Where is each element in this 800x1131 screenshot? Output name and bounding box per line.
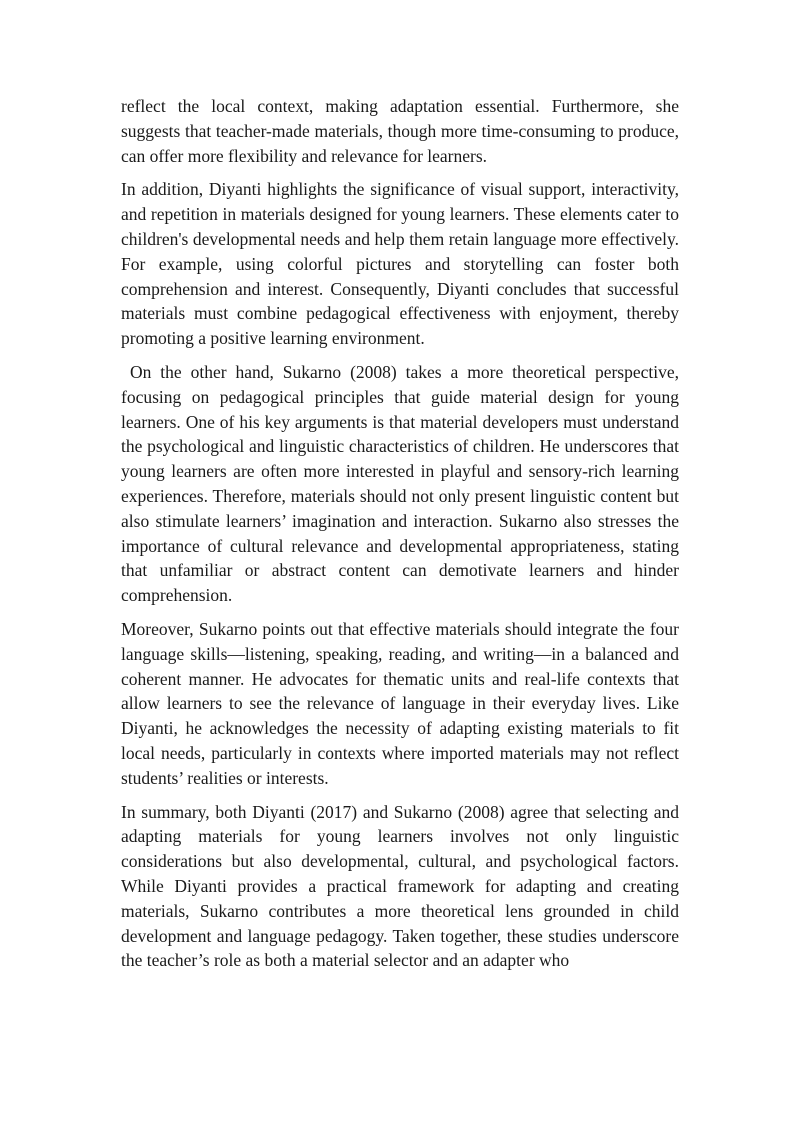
paragraph-4: Moreover, Sukarno points out that effective materials should integrate the four language skills—listening, speaking, reading, and writing—in a balanced and coherent manner. He advocates for thematic units and real-life contexts that allow learners to see the relevance of language in their everyday lives. Like Diyanti, he acknowledges the necessity of adapting existing materials to fit local needs, particularly in contexts where imported materials may not reflect students’ realities or interests. [121, 618, 679, 788]
paragraph-3: On the other hand, Sukarno (2008) takes a more theoretical perspective, focusing on pedagogical principles that guide material design for young learners. One of his key arguments is that material developers must understand the psychological and linguistic characteristics of children. He underscores that young learners are often more interested in playful and sensory-rich learning experiences. Therefore, materials should not only present linguistic content but also stimulate learners’ imagination and interaction. Sukarno also stresses the importance of cultural relevance and developmental appropriateness, stating that unfamiliar or abstract content can demotivate learners and hinder comprehension. [121, 361, 684, 606]
body-text [121, 94, 684, 982]
paragraph-2: In addition, Diyanti highlights the significance of visual support, interactivity, and repetition in materials designed for young learners. These elements cater to children's developmental needs and help them retain language more effectively. For example, using colorful pictures and storytelling can foster both comprehension and interest. Consequently, Diyanti concludes that successful materials must combine pedagogical effectiveness with enjoyment, thereby promoting a positive learning environment. [121, 179, 679, 349]
paragraph-1: reflect the local context, making adaptation essential. Furthermore, she suggests that teacher-made materials, though more time-consuming to produce, can offer more flexibility and relevance for learners. [121, 96, 679, 166]
paragraph-5: In summary, both Diyanti (2017) and Sukarno (2008) agree that selecting and adapting materials for young learners involves not only linguistic considerations but also developmental, cultural, and psychological factors. While Diyanti provides a practical framework for adapting and creating materials, Sukarno contributes a more theoretical lens grounded in child development and language pedagogy. Taken together, these studies underscore the teacher’s role as both a material selector and an adapter who [121, 801, 679, 971]
